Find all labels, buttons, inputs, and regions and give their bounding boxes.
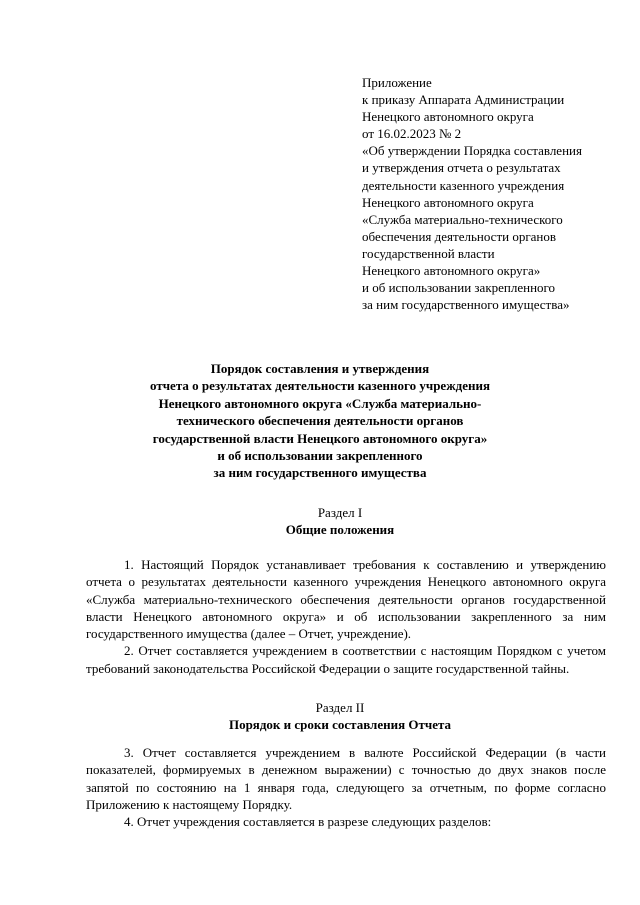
appendix-line: за ним государственного имущества» — [362, 297, 570, 313]
appendix-line: обеспечения деятельности органов — [362, 228, 557, 244]
title-line: технического обеспечения деятельности органов — [176, 413, 464, 429]
section-2-header — [80, 699, 600, 734]
paragraph-4: 4. Отчет учреждения составляется в разрезе следующих разделов: — [124, 814, 492, 830]
paragraph-1: 1. Настоящий Порядок устанавливает требования к составлению и утверждению отчета о результатах деятельности казенного учреждения Ненецкого автономного округа «Служба материально-технического обеспечения деятельности органов государственной власти Ненецкого автономного округа» и об использовании закрепленного за ним государственного имущества (далее – Отчет, учреждение). — [86, 557, 606, 642]
appendix-line: «Служба материально-технического — [362, 211, 563, 227]
paragraph-2: 2. Отчет составляется учреждением в соответствии с настоящим Порядком с учетом требований законодательства Российской Федерации о защите государственной тайны. — [86, 643, 606, 676]
appendix-line: и об использовании закрепленного — [362, 280, 556, 296]
appendix-line: Ненецкого автономного округа» — [362, 263, 541, 279]
appendix-line: Ненецкого автономного округа — [362, 194, 534, 210]
section-2-label: Раздел II — [315, 700, 365, 715]
title-line: за ним государственного имущества — [213, 465, 427, 481]
section-1-heading: Общие положения — [285, 522, 395, 538]
title-line: государственной власти Ненецкого автономного округа» — [152, 430, 488, 446]
appendix-line: и утверждения отчета о результатах — [362, 160, 561, 176]
section-2-heading: Порядок и сроки составления Отчета — [228, 717, 452, 733]
appendix-line: от 16.02.2023 № 2 — [362, 126, 462, 142]
title-line: Ненецкого автономного округа «Служба материально- — [158, 395, 482, 411]
paragraph-3: 3. Отчет составляется учреждением в валюте Российской Федерации (в части показателей, формируемых в денежном выражении) с точностью до двух знаков после запятой по состоянию на 1 января года, следующего за отчетным, по форме согласно Приложению к настоящему Порядку. — [86, 745, 606, 812]
appendix-block — [362, 74, 632, 313]
appendix-line: к приказу Аппарата Администрации — [362, 92, 565, 108]
title-line: отчета о результатах деятельности казенного учреждения — [150, 378, 490, 394]
title-line: и об использовании закрепленного — [217, 448, 423, 464]
appendix-line: «Об утверждении Порядка составления — [362, 143, 582, 159]
appendix-line: Приложение — [362, 75, 432, 90]
section-2-body — [86, 744, 606, 830]
title-line: Порядок составления и утверждения — [210, 361, 430, 376]
document-title — [100, 360, 540, 482]
appendix-line: Ненецкого автономного округа — [362, 109, 534, 125]
appendix-line: деятельности казенного учреждения — [362, 177, 565, 193]
section-1-body — [86, 556, 606, 677]
section-1-label: Раздел I — [317, 505, 363, 520]
section-1-header — [80, 504, 600, 539]
appendix-line: государственной власти — [362, 245, 495, 261]
